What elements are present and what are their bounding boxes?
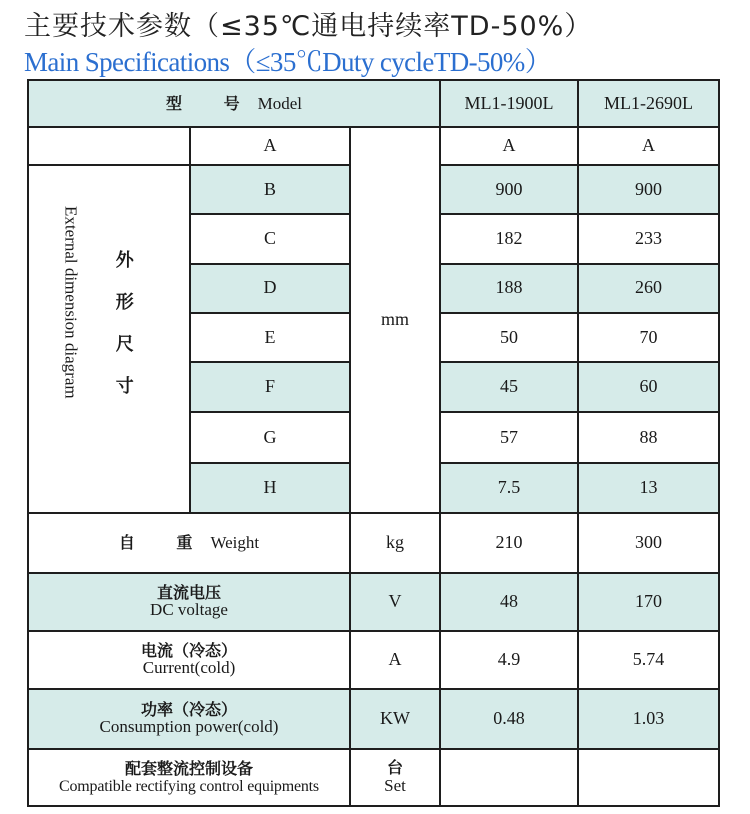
current-label xyxy=(28,631,350,689)
dim-col1: 900 xyxy=(440,165,578,214)
rectifier-unit-en: Set xyxy=(384,775,406,795)
weight-col1: 210 xyxy=(440,513,578,573)
dim-col2: 900 xyxy=(578,165,719,214)
dimension-label-zh: 外形尺寸 xyxy=(112,250,134,418)
power-unit: KW xyxy=(350,689,440,749)
model-label-zh: 型 号 xyxy=(166,93,258,113)
dimension-label xyxy=(28,165,190,513)
weight-row xyxy=(28,513,719,573)
dim-col2: 233 xyxy=(578,214,719,263)
dc-voltage-label-zh: 直流电压 xyxy=(156,582,221,602)
row-a-label: A xyxy=(190,127,350,165)
dc-voltage-label xyxy=(28,573,350,631)
dim-label: H xyxy=(190,463,350,513)
dc-voltage-label-en: DC voltage xyxy=(150,600,228,620)
current-label-en: Current(cold) xyxy=(142,658,236,678)
spec-table xyxy=(27,79,720,807)
header-row xyxy=(28,80,719,127)
model-header xyxy=(28,80,440,127)
dim-label: F xyxy=(190,362,350,412)
dim-col2: 88 xyxy=(578,412,719,462)
dimension-unit: mm xyxy=(350,127,440,513)
dc-voltage-unit: V xyxy=(350,573,440,631)
dim-label: C xyxy=(190,214,350,263)
dim-col2: 260 xyxy=(578,264,719,313)
rectifier-label xyxy=(28,749,350,806)
model-col2-header: ML1-2690L xyxy=(578,80,719,127)
weight-unit: kg xyxy=(350,513,440,573)
power-col2: 1.03 xyxy=(578,689,719,749)
power-label-en: Consumption power(cold) xyxy=(99,717,279,737)
page-title-zh: 主要技术参数（≤35℃通电持续率TD-50%） xyxy=(24,11,593,42)
weight-col2: 300 xyxy=(578,513,719,573)
model-col1-header: ML1-1900L xyxy=(440,80,578,127)
rectifier-label-en: Compatible rectifying control equipments xyxy=(59,777,319,795)
dim-label: D xyxy=(190,264,350,313)
power-row xyxy=(28,689,719,749)
dim-col1: 45 xyxy=(440,362,578,412)
dc-voltage-col2: 170 xyxy=(578,573,719,631)
rectifier-unit-zh: 台 xyxy=(387,758,404,778)
dim-col2: 60 xyxy=(578,362,719,412)
weight-label-en: Weight xyxy=(210,533,260,553)
current-col1: 4.9 xyxy=(440,631,578,689)
dim-label: B xyxy=(190,165,350,214)
current-label-zh: 电流（冷态） xyxy=(140,640,237,660)
dim-col1: 50 xyxy=(440,313,578,362)
weight-label-zh: 自 重 xyxy=(118,533,211,553)
weight-label xyxy=(28,513,350,573)
rectifier-label-zh: 配套整流控制设备 xyxy=(124,758,253,778)
dim-col2: 70 xyxy=(578,313,719,362)
dim-col1: 182 xyxy=(440,214,578,263)
model-label-en: Model xyxy=(257,93,302,113)
power-label-zh: 功率（冷态） xyxy=(140,699,237,719)
dim-col2: 13 xyxy=(578,463,719,513)
page-title-en: Main Specifications（≤35℃Duty cycleTD-50%） xyxy=(24,47,552,77)
dim-col1: 7.5 xyxy=(440,463,578,513)
current-row xyxy=(28,631,719,689)
power-label xyxy=(28,689,350,749)
dc-voltage-row xyxy=(28,573,719,631)
row-a-col2: A xyxy=(578,127,719,165)
dim-label: E xyxy=(190,313,350,362)
current-unit: A xyxy=(350,631,440,689)
power-col1: 0.48 xyxy=(440,689,578,749)
row-a xyxy=(28,127,719,165)
dim-col1: 188 xyxy=(440,264,578,313)
current-col2: 5.74 xyxy=(578,631,719,689)
rectifier-unit xyxy=(350,749,440,806)
rectifier-col2 xyxy=(578,749,719,806)
dc-voltage-col1: 48 xyxy=(440,573,578,631)
row-a-blank xyxy=(28,127,190,165)
dim-label: G xyxy=(190,412,350,462)
dim-col1: 57 xyxy=(440,412,578,462)
rectifier-col1 xyxy=(440,749,578,806)
dimension-label-en: External dimension diagram xyxy=(61,206,81,399)
row-a-col1: A xyxy=(440,127,578,165)
rectifier-row xyxy=(28,749,719,806)
